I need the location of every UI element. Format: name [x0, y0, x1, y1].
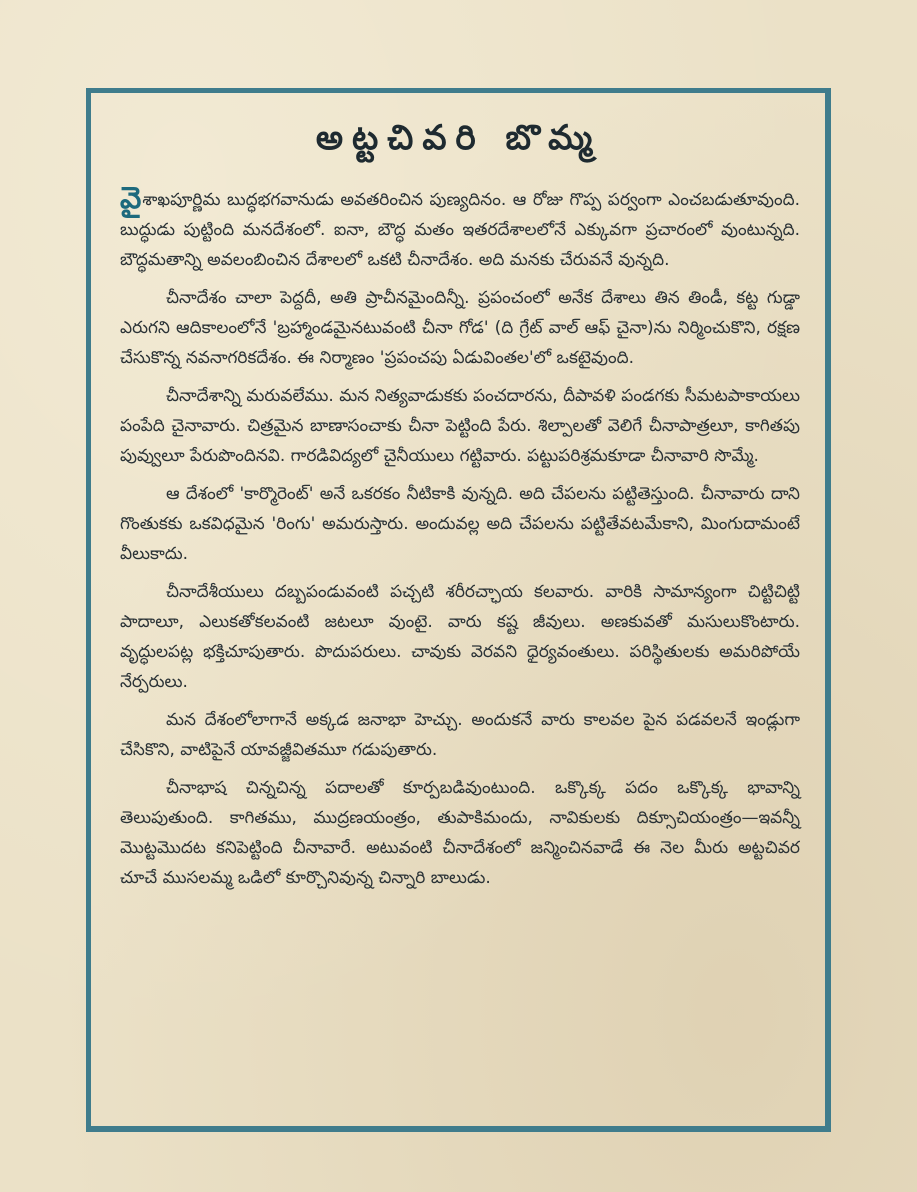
paragraph-text: చీనాదేశం చాలా పెద్దదీ, అతి ప్రాచీనమైందిన్నీ. ప్రపంచంలో అనేక దేశాలు తిన తిండీ, కట్ట గుడ్డా ఎరుగని ఆదికాలంలోనే 'బ్రహ్మాండమైనటువంటి చీనా గోడ' (ది గ్రేట్ వాల్ ఆఫ్ చైనా)ను నిర్మించుకొని, రక్షణ చేసుకొన్న నవనాగరికదేశం. ఈ నిర్మాణం 'ప్రపంచపు ఏడువింతల'లో ఒకటైవుంది. [120, 288, 800, 368]
page-title: అట్టచివరి బొమ్మ [315, 118, 602, 158]
paragraph-text: చీనాదేశాన్ని మరువలేము. మన నిత్యవాడుకకు పంచదారను, దీపావళి పండగకు సీమటపాకాయలు పంపేది చైనావారు. చిత్రమైన బాణాసంచాకు చీనా పెట్టింది పేరు. శిల్పాలతో వెలిగే చీనాపాత్రలూ, కాగితపు పువ్వులూ పేరుపొందినవి. గారడివిద్యలో చైనీయులు గట్టివారు. పట్టుపరిశ్రమకూడా చీనావారి సొమ్మే. [120, 386, 800, 466]
paragraph-5 [120, 577, 800, 697]
article-body [120, 181, 800, 901]
paragraph-text: చీనాదేశీయులు దబ్బపండువంటి పచ్చటి శరీరచ్ఛాయ కలవారు. వారికి సామాన్యంగా చిట్టిచిట్టి పాదాలూ, ఎలుకతోకలవంటి జటలూ వుంటై. వారు కష్ట జీవులు. అణకువతో మసులుకొంటారు. వృద్ధులపట్ల భక్తిచూపుతారు. పొదుపరులు. చావుకు వెరవని ధైర్యవంతులు. పరిస్థితులకు అమరిపోయే నేర్పరులు. [120, 582, 800, 692]
paragraph-4 [120, 479, 800, 569]
paragraph-text: శాఖపూర్ణిమ బుద్ధభగవానుడు అవతరించిన పుణ్యదినం. ఆ రోజు గొప్ప పర్వంగా ఎంచబడుతూవుంది. బుద్ధుడు పుట్టింది మనదేశంలో. ఐనా, బౌద్ధ మతం ఇతరదేశాలలోనే ఎక్కువగా ప్రచారంలో వుంటున్నది. బౌద్ధమతాన్ని అవలంబించిన దేశాలలో ఒకటి చీనాదేశం. అది మనకు చేరువనే వున్నది. [120, 190, 800, 270]
paragraph-text: చీనాభాష చిన్నచిన్న పదాలతో కూర్పబడివుంటుంది. ఒక్కొక్క పదం ఒక్కొక్క భావాన్ని తెలుపుతుంది. కాగితము, ముద్రణయంత్రం, తుపాకిమందు, నావికులకు దిక్సూచియంత్రం—ఇవన్నీ మొట్టమొదట కనిపెట్టింది చీనావారే. అటువంటి చీనాదేశంలో జన్మించినవాడే ఈ నెల మీరు అట్టచివర చూచే ముసలమ్మ ఒడిలో కూర్చొనివున్న చిన్నారి బాలుడు. [120, 778, 800, 888]
paragraph-3 [120, 381, 800, 471]
paragraph-6 [120, 705, 800, 765]
paragraph-1 [120, 181, 800, 275]
paragraph-7 [120, 773, 800, 893]
drop-cap-letter: వై [120, 181, 142, 216]
paragraph-text: ఆ దేశంలో 'కార్మొరెంట్' అనే ఒకరకం నీటికాకి వున్నది. అది చేపలను పట్టితెస్తుంది. చీనావారు దాని గొంతుకకు ఒకవిధమైన 'రింగు' అమరుస్తారు. అందువల్ల అది చేపలను పట్టితేవటమేకాని, మింగుదామంటే వీలుకాదు. [120, 484, 800, 564]
paragraph-text: మన దేశంలోలాగానే అక్కడ జనాభా హెచ్చు. అందుకనే వారు కాలవల పైన పడవలనే ఇండ్లుగా చేసికొని, వాటిపైనే యావజ్జీవితమూ గడుపుతారు. [120, 710, 800, 760]
paragraph-2 [120, 283, 800, 373]
